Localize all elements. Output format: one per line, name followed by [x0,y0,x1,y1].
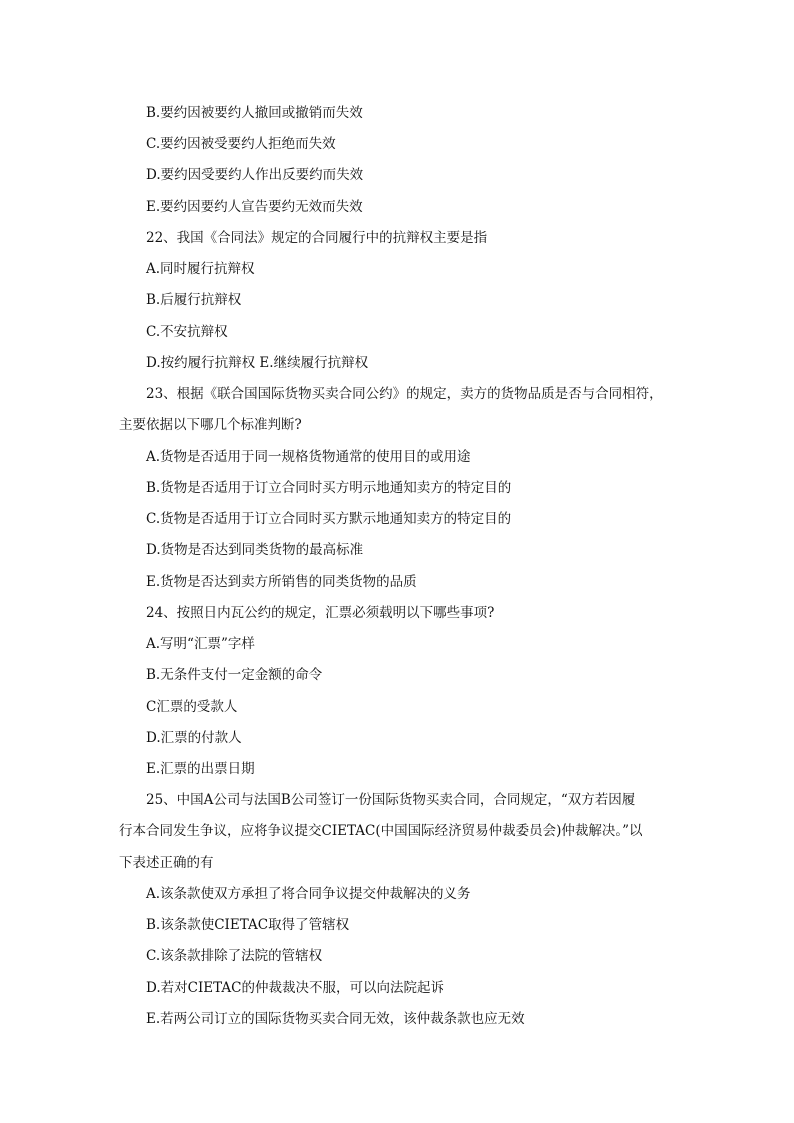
q23-option-d: D.货物是否达到同类货物的最高标准 [146,542,364,558]
q25-option-d: D.若对CIETAC的仲裁裁决不服，可以向法院起诉 [146,980,444,996]
q21-option-b: B.要约因被要约人撤回或撤销而失效 [146,105,363,121]
q22-stem: 22、我国《合同法》规定的合同履行中的抗辩权主要是指 [146,230,488,246]
q23-stem-line2: 主要依据以下哪几个标准判断? [119,417,302,433]
q24-stem: 24、按照日内瓦公约的规定，汇票必须载明以下哪些事项? [146,605,495,621]
q23-option-a: A.货物是否适用于同一规格货物通常的使用目的或用途 [146,449,471,465]
q21-option-d: D.要约因受要约人作出反要约而失效 [146,167,364,183]
q25-stem-line1: 25、中国A公司与法国B公司签订一份国际货物买卖合同，合同规定，“双方若因履 [146,792,636,808]
q25-stem-line3: 下表述正确的有 [119,855,214,871]
q25-option-a: A.该条款使双方承担了将合同争议提交仲裁解决的义务 [146,886,471,902]
q23-option-e: E.货物是否达到卖方所销售的同类货物的品质 [146,574,417,590]
q24-option-d: D.汇票的付款人 [146,730,242,746]
q25-option-b: B.该条款使CIETAC取得了管辖权 [146,917,350,933]
q24-option-b: B.无条件支付一定金额的命令 [146,667,323,683]
q23-option-c: C.货物是否适用于订立合同时买方默示地通知卖方的特定目的 [146,511,512,527]
q21-option-e: E.要约因要约人宣告要约无效而失效 [146,199,363,215]
q25-stem-line2: 行本合同发生争议，应将争议提交CIETAC(中国国际经济贸易仲裁委员会)仲裁解决。”以 [119,823,643,839]
q23-option-b: B.货物是否适用于订立合同时买方明示地通知卖方的特定目的 [146,480,512,496]
q25-option-c: C.该条款排除了法院的管辖权 [146,948,323,964]
q21-option-c: C.要约因被受要约人拒绝而失效 [146,136,336,152]
q22-option-a: A.同时履行抗辩权 [146,261,255,277]
q25-option-e: E.若两公司订立的国际货物买卖合同无效，该仲裁条款也应无效 [146,1011,525,1027]
q22-option-c: C.不安抗辩权 [146,324,228,340]
q24-option-e: E.汇票的出票日期 [146,761,255,777]
q23-stem-line1: 23、根据《联合国国际货物买卖合同公约》的规定，卖方的货物品质是否与合同相符， [146,386,663,402]
q22-option-b: B.后履行抗辩权 [146,292,242,308]
q24-option-c: C汇票的受款人 [146,699,238,715]
q24-option-a: A.写明“汇票”字样 [146,636,255,652]
q22-option-d-e: D.按约履行抗辩权 E.继续履行抗辩权 [146,355,369,371]
